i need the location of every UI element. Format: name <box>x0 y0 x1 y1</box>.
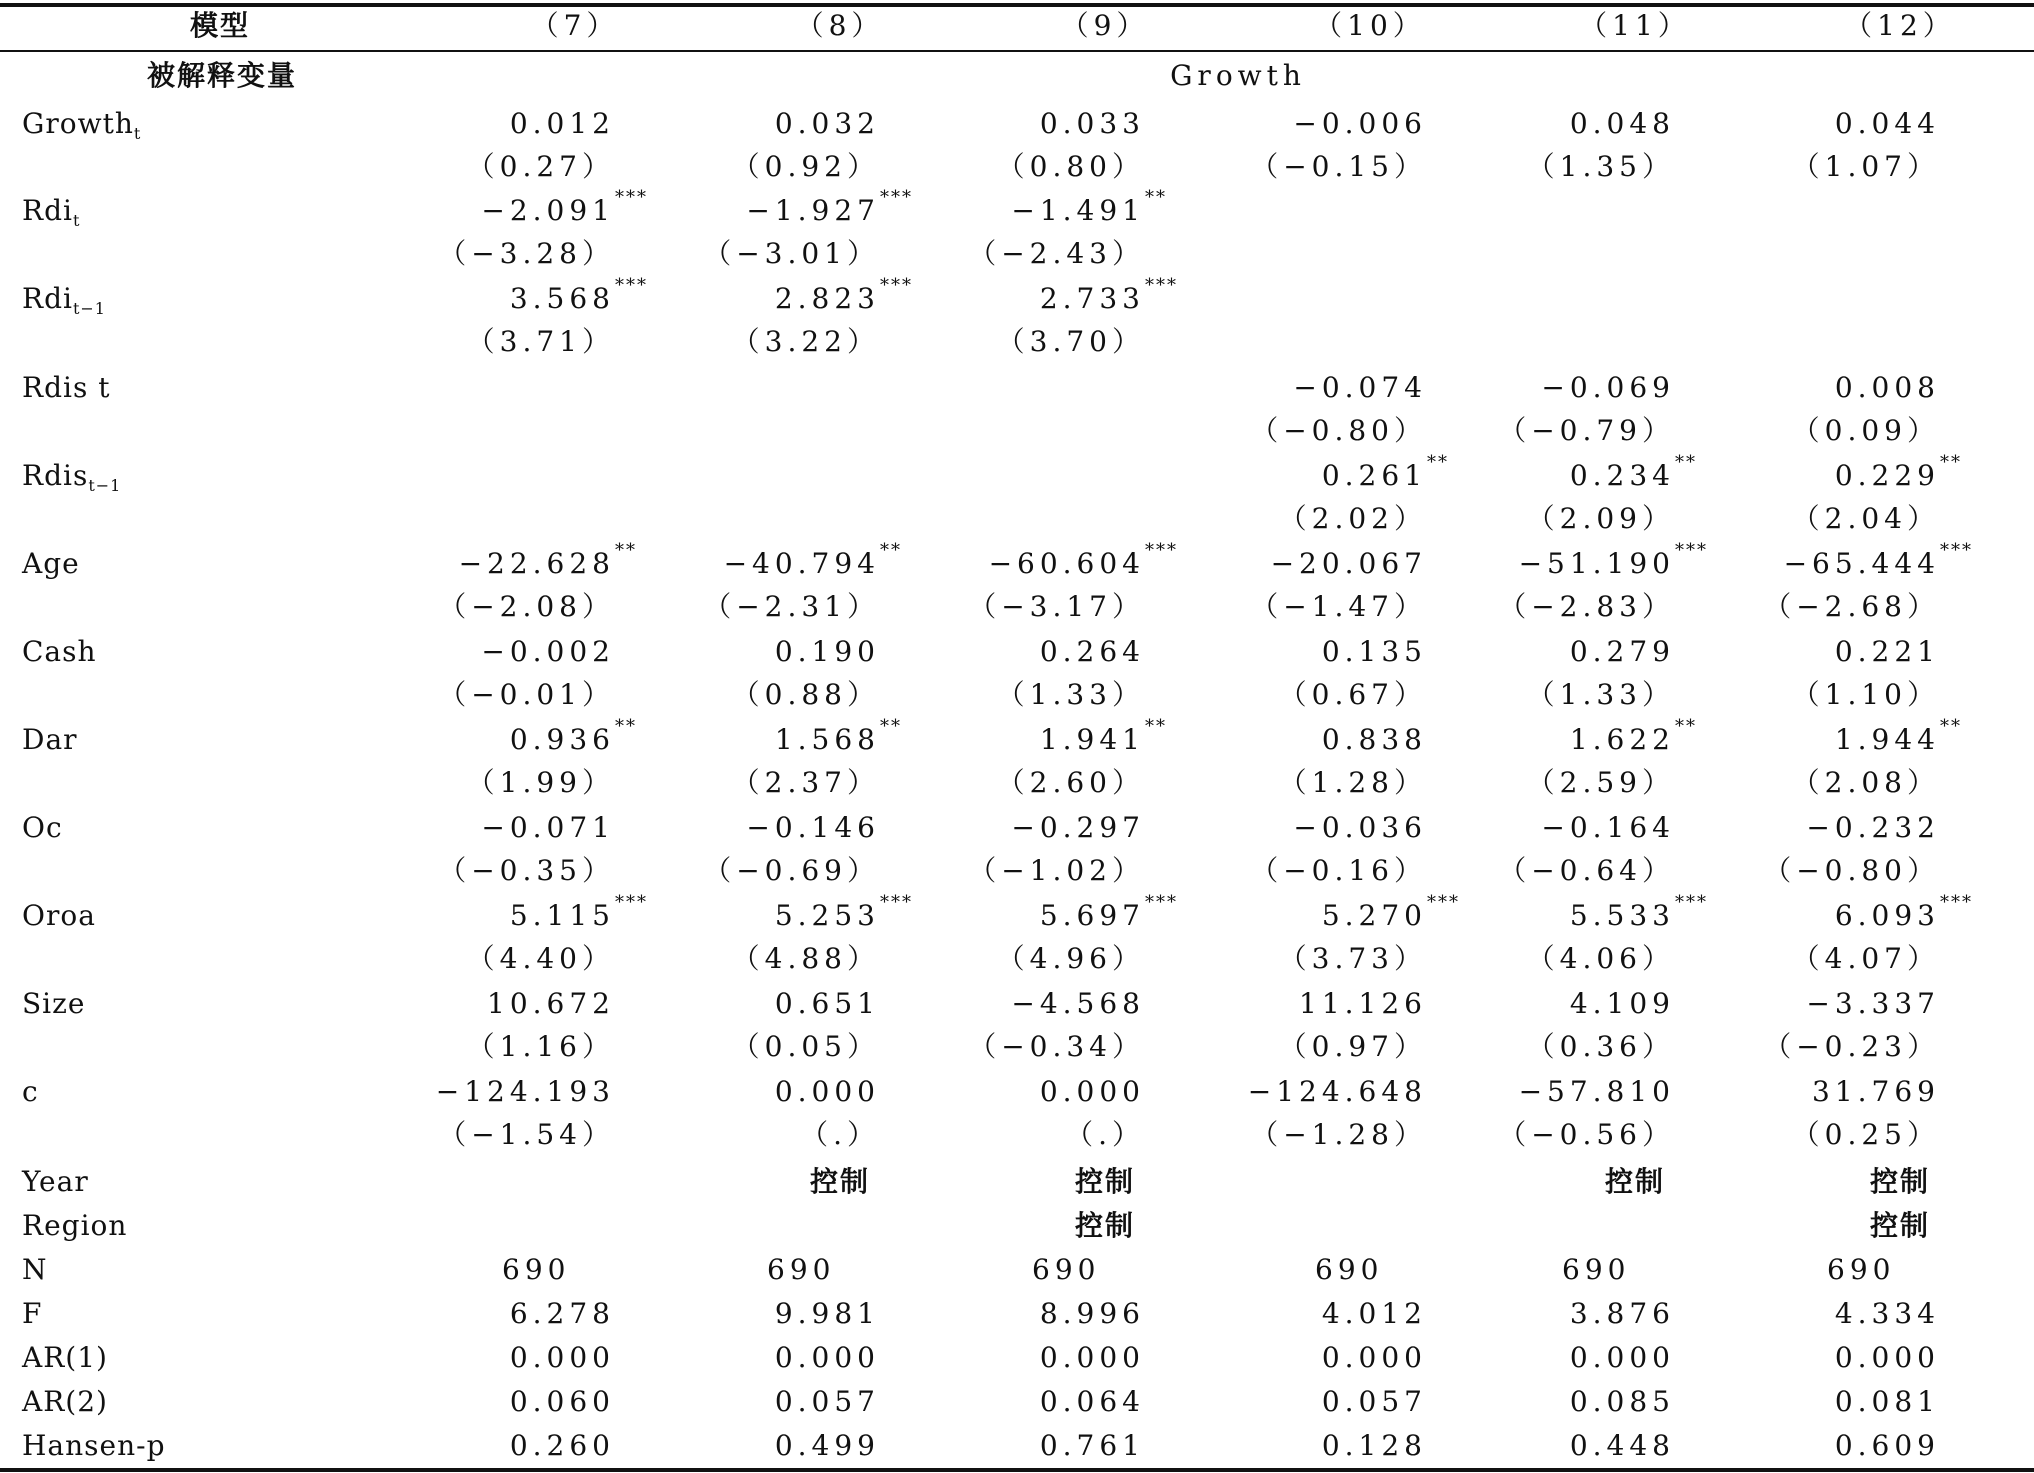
stat-value: 0.000 <box>1569 1341 1675 1374</box>
t-statistic: （0.67） <box>1278 678 1427 711</box>
t-statistic: （2.37） <box>731 766 880 799</box>
coefficient-value: −0.069 <box>1541 371 1675 404</box>
row-label <box>22 1075 39 1108</box>
coefficient <box>774 892 913 932</box>
column-header: （8） <box>795 9 885 42</box>
coefficient <box>1541 811 1675 844</box>
stat-value: 0.060 <box>509 1385 615 1418</box>
bottom-rule <box>0 1468 2034 1472</box>
t-statistic: （−2.68） <box>1763 590 1940 623</box>
t-statistic: （0.27） <box>466 150 615 183</box>
significance-stars: *** <box>615 187 648 208</box>
column-header: （12） <box>1844 9 1956 42</box>
significance-stars: ** <box>1675 452 1697 473</box>
significance-stars: ** <box>615 716 637 737</box>
coefficient-value: −0.006 <box>1293 107 1427 140</box>
significance-stars: *** <box>615 275 648 296</box>
t-statistic: （−1.54） <box>438 1118 615 1151</box>
significance-stars: ** <box>1427 452 1449 473</box>
significance-stars: *** <box>1940 540 1973 561</box>
significance-stars: ** <box>615 540 637 561</box>
t-statistic: （−0.35） <box>438 854 615 887</box>
coefficient-value: 10.672 <box>487 987 615 1020</box>
t-statistic: （0.36） <box>1526 1030 1675 1063</box>
coefficient <box>1039 892 1178 932</box>
control-indicator: 控制 <box>1074 1165 1136 1198</box>
stat-label: AR(2) <box>22 1385 108 1418</box>
coefficient-value: −124.193 <box>435 1075 615 1108</box>
coefficient <box>1011 811 1145 844</box>
coefficient <box>1569 635 1675 668</box>
t-statistic: （0.88） <box>731 678 880 711</box>
coefficient-value: 0.190 <box>774 635 880 668</box>
variable-name: Rdi <box>22 194 73 227</box>
control-indicator: 控制 <box>1604 1165 1666 1198</box>
coefficient-value: 1.622 <box>1569 723 1675 756</box>
coefficient <box>1541 371 1675 404</box>
t-statistic: （2.08） <box>1791 766 1940 799</box>
coefficient-value: −60.604 <box>988 547 1145 580</box>
coefficient <box>1039 1075 1145 1108</box>
n-value: 690 <box>767 1253 836 1286</box>
coefficient-value: −22.628 <box>458 547 615 580</box>
t-statistic: （2.60） <box>996 766 1145 799</box>
variable-name: Cash <box>22 635 97 668</box>
model-header: 模型 <box>189 9 251 42</box>
coefficient-value: −0.036 <box>1293 811 1427 844</box>
stat-label: F <box>22 1297 43 1330</box>
stat-value: 9.981 <box>774 1297 880 1330</box>
significance-stars: *** <box>1675 892 1708 913</box>
stat-value: 0.609 <box>1834 1429 1940 1462</box>
coefficient-value: −2.091 <box>481 194 615 227</box>
t-statistic: （0.09） <box>1791 414 1940 447</box>
t-statistic: （0.25） <box>1791 1118 1940 1151</box>
t-statistic: （−0.79） <box>1498 414 1675 447</box>
coefficient-value: 0.032 <box>774 107 880 140</box>
t-statistic: （0.92） <box>731 150 880 183</box>
t-statistic: （−0.01） <box>438 678 615 711</box>
row-label <box>22 899 96 932</box>
coefficient <box>774 107 880 140</box>
significance-stars: ** <box>1145 187 1167 208</box>
t-statistic: （−1.02） <box>968 854 1145 887</box>
t-statistic: （2.59） <box>1526 766 1675 799</box>
variable-subscript: t−1 <box>88 476 122 495</box>
coefficient-value: 5.270 <box>1321 899 1427 932</box>
coefficient <box>1783 540 1973 580</box>
column-header: （7） <box>530 9 620 42</box>
t-statistic: （−0.23） <box>1763 1030 1940 1063</box>
coefficient <box>1321 635 1427 668</box>
control-label: Year <box>22 1165 89 1198</box>
n-value: 690 <box>1032 1253 1101 1286</box>
row-label <box>22 371 111 404</box>
row-label <box>22 811 63 844</box>
coefficient <box>1812 1075 1940 1108</box>
coefficient <box>1834 892 1973 932</box>
coefficient <box>1806 987 1940 1020</box>
coefficient-value: 0.261 <box>1321 459 1427 492</box>
row-label <box>22 459 122 495</box>
t-statistic: （1.35） <box>1526 150 1675 183</box>
coefficient <box>458 540 637 580</box>
significance-stars: *** <box>615 892 648 913</box>
coefficient-value: 5.115 <box>509 899 615 932</box>
coefficient <box>1834 107 1940 140</box>
coefficient <box>1039 275 1178 315</box>
variable-subscript: t <box>133 124 142 143</box>
variable-name: Rdis t <box>22 371 111 404</box>
significance-stars: *** <box>1675 540 1708 561</box>
coefficient-value: −57.810 <box>1518 1075 1675 1108</box>
coefficient <box>988 540 1178 580</box>
stat-value: 0.085 <box>1569 1385 1675 1418</box>
coefficient <box>435 1075 615 1108</box>
stat-value: 0.064 <box>1039 1385 1145 1418</box>
row-label <box>22 987 86 1020</box>
coefficient-value: −124.648 <box>1247 1075 1427 1108</box>
coefficient <box>1569 452 1697 492</box>
coefficient-value: 0.135 <box>1321 635 1427 668</box>
row-label <box>22 194 81 230</box>
coefficient <box>1293 107 1427 140</box>
coefficient <box>1270 547 1427 580</box>
coefficient-value: −4.568 <box>1011 987 1145 1020</box>
coefficient-value: −0.146 <box>746 811 880 844</box>
coefficient-value: −20.067 <box>1270 547 1427 580</box>
significance-stars: ** <box>1940 452 1962 473</box>
dependent-variable-value: Growth <box>1170 59 1306 92</box>
coefficient <box>1806 811 1940 844</box>
coefficient-value: 0.229 <box>1834 459 1940 492</box>
stat-value: 6.278 <box>509 1297 615 1330</box>
coefficient-value: 0.221 <box>1834 635 1940 668</box>
coefficient <box>774 275 913 315</box>
t-statistic: （−3.17） <box>968 590 1145 623</box>
top-rule <box>0 3 2034 7</box>
coefficient-value: −0.164 <box>1541 811 1675 844</box>
coefficient-value: −3.337 <box>1806 987 1940 1020</box>
n-value: 690 <box>1562 1253 1631 1286</box>
t-statistic: （1.33） <box>996 678 1145 711</box>
significance-stars: *** <box>1145 540 1178 561</box>
coefficient <box>1569 892 1708 932</box>
stat-label: AR(1) <box>22 1341 108 1374</box>
t-statistic: （1.33） <box>1526 678 1675 711</box>
coefficient-value: 0.000 <box>1039 1075 1145 1108</box>
stat-value: 4.012 <box>1321 1297 1427 1330</box>
significance-stars: *** <box>880 892 913 913</box>
control-indicator: 控制 <box>1869 1165 1931 1198</box>
coefficient <box>1247 1075 1427 1108</box>
coefficient <box>1039 635 1145 668</box>
coefficient-value: 6.093 <box>1834 899 1940 932</box>
coefficient-value: 0.048 <box>1569 107 1675 140</box>
coefficient <box>1299 987 1427 1020</box>
t-statistic: （−0.56） <box>1498 1118 1675 1151</box>
coefficient <box>1518 540 1708 580</box>
coefficient <box>509 716 637 756</box>
significance-stars: *** <box>1145 892 1178 913</box>
t-statistic: （−0.15） <box>1250 150 1427 183</box>
variable-name: Age <box>22 547 80 580</box>
control-indicator: 控制 <box>1074 1209 1136 1242</box>
coefficient-value: 0.279 <box>1569 635 1675 668</box>
t-statistic: （1.16） <box>466 1030 615 1063</box>
stat-value: 8.996 <box>1039 1297 1145 1330</box>
t-statistic: （4.06） <box>1526 942 1675 975</box>
coefficient <box>1569 716 1697 756</box>
t-statistic: （−2.43） <box>968 237 1145 270</box>
coefficient-value: −0.297 <box>1011 811 1145 844</box>
coefficient-value: 0.044 <box>1834 107 1940 140</box>
significance-stars: *** <box>880 187 913 208</box>
stat-value: 0.761 <box>1039 1429 1145 1462</box>
coefficient-value: 1.944 <box>1834 723 1940 756</box>
row-label <box>22 282 106 318</box>
coefficient-value: −51.190 <box>1518 547 1675 580</box>
stat-value: 0.499 <box>774 1429 880 1462</box>
coefficient-value: 5.533 <box>1569 899 1675 932</box>
coefficient <box>509 275 648 315</box>
variable-name: Dar <box>22 723 78 756</box>
t-statistic: （−1.47） <box>1250 590 1427 623</box>
coefficient-value: 31.769 <box>1812 1075 1940 1108</box>
coefficient-value: 0.264 <box>1039 635 1145 668</box>
coefficient-value: 0.838 <box>1321 723 1427 756</box>
t-statistic: （−3.01） <box>703 237 880 270</box>
coefficient <box>481 187 648 227</box>
stat-value: 0.260 <box>509 1429 615 1462</box>
t-statistic: （4.88） <box>731 942 880 975</box>
coefficient-value: 0.651 <box>774 987 880 1020</box>
coefficient <box>774 1075 880 1108</box>
coefficient-value: 1.941 <box>1039 723 1145 756</box>
t-statistic: （−2.08） <box>438 590 615 623</box>
coefficient-value: −0.071 <box>481 811 615 844</box>
coefficient-value: 0.234 <box>1569 459 1675 492</box>
column-header: （9） <box>1060 9 1150 42</box>
coefficient <box>1039 107 1145 140</box>
coefficient <box>746 811 880 844</box>
t-statistic: （−3.28） <box>438 237 615 270</box>
coefficient <box>1518 1075 1675 1108</box>
coefficient <box>1321 892 1460 932</box>
t-statistic: （3.70） <box>996 325 1145 358</box>
t-statistic: （.） <box>800 1118 880 1151</box>
coefficient <box>723 540 902 580</box>
stat-label: Hansen-p <box>22 1429 166 1462</box>
coefficient-value: 0.012 <box>509 107 615 140</box>
t-statistic: （−0.34） <box>968 1030 1145 1063</box>
stat-value: 0.057 <box>774 1385 880 1418</box>
t-statistic: （.） <box>1065 1118 1145 1151</box>
significance-stars: *** <box>1427 892 1460 913</box>
stat-value: 0.000 <box>1834 1341 1940 1374</box>
coefficient-value: 0.033 <box>1039 107 1145 140</box>
significance-stars: ** <box>880 716 902 737</box>
t-statistic: （0.97） <box>1278 1030 1427 1063</box>
t-statistic: （−2.31） <box>703 590 880 623</box>
row-label <box>22 107 142 143</box>
coefficient <box>1039 716 1167 756</box>
coefficient <box>774 987 880 1020</box>
variable-name: Oroa <box>22 899 96 932</box>
t-statistic: （−0.80） <box>1763 854 1940 887</box>
coefficient <box>1011 987 1145 1020</box>
control-indicator: 控制 <box>1869 1209 1931 1242</box>
t-statistic: （−0.80） <box>1250 414 1427 447</box>
t-statistic: （1.07） <box>1791 150 1940 183</box>
coefficient-value: 0.936 <box>509 723 615 756</box>
coefficient-value: 2.823 <box>774 282 880 315</box>
coefficient-value: −0.232 <box>1806 811 1940 844</box>
coefficient-value: 0.000 <box>774 1075 880 1108</box>
variable-name: Size <box>22 987 86 1020</box>
coefficient <box>1834 371 1940 404</box>
row-label <box>22 723 78 756</box>
coefficient-value: 1.568 <box>774 723 880 756</box>
stat-value: 0.000 <box>1321 1341 1427 1374</box>
coefficient <box>481 635 615 668</box>
t-statistic: （−2.83） <box>1498 590 1675 623</box>
variable-subscript: t−1 <box>72 299 106 318</box>
t-statistic: （3.22） <box>731 325 880 358</box>
n-label: N <box>22 1253 48 1286</box>
coefficient-value: 11.126 <box>1299 987 1427 1020</box>
variable-subscript: t <box>72 211 81 230</box>
t-statistic: （4.07） <box>1791 942 1940 975</box>
stat-value: 0.000 <box>774 1341 880 1374</box>
coefficient <box>774 716 902 756</box>
t-statistic: （−0.69） <box>703 854 880 887</box>
t-statistic: （2.04） <box>1791 502 1940 535</box>
coefficient <box>481 811 615 844</box>
header-rule <box>0 50 2034 52</box>
t-statistic: （−1.28） <box>1250 1118 1427 1151</box>
coefficient <box>1834 716 1962 756</box>
significance-stars: *** <box>1145 275 1178 296</box>
stat-value: 0.000 <box>509 1341 615 1374</box>
control-label: Region <box>22 1209 128 1242</box>
control-indicator: 控制 <box>809 1165 871 1198</box>
stat-value: 0.448 <box>1569 1429 1675 1462</box>
t-statistic: （4.40） <box>466 942 615 975</box>
column-header: （10） <box>1314 9 1426 42</box>
coefficient <box>1011 187 1167 227</box>
t-statistic: （2.09） <box>1526 502 1675 535</box>
significance-stars: ** <box>880 540 902 561</box>
coefficient-value: −40.794 <box>723 547 880 580</box>
t-statistic: （0.80） <box>996 150 1145 183</box>
t-statistic: （1.10） <box>1791 678 1940 711</box>
stat-value: 0.057 <box>1321 1385 1427 1418</box>
significance-stars: ** <box>1940 716 1962 737</box>
coefficient <box>509 892 648 932</box>
coefficient <box>1293 811 1427 844</box>
significance-stars: ** <box>1145 716 1167 737</box>
coefficient-value: 5.697 <box>1039 899 1145 932</box>
coefficient-value: −0.002 <box>481 635 615 668</box>
coefficient <box>774 635 880 668</box>
coefficient <box>1321 723 1427 756</box>
coefficient-value: 2.733 <box>1039 282 1145 315</box>
row-label <box>22 635 97 668</box>
coefficient <box>1569 107 1675 140</box>
t-statistic: （−0.64） <box>1498 854 1675 887</box>
t-statistic: （1.28） <box>1278 766 1427 799</box>
coefficient <box>746 187 913 227</box>
stat-value: 0.081 <box>1834 1385 1940 1418</box>
coefficient-value: 0.008 <box>1834 371 1940 404</box>
t-statistic: （−0.16） <box>1250 854 1427 887</box>
coefficient <box>1569 987 1675 1020</box>
n-value: 690 <box>502 1253 571 1286</box>
coefficient <box>1834 452 1962 492</box>
coefficient-value: 5.253 <box>774 899 880 932</box>
t-statistic: （3.71） <box>466 325 615 358</box>
t-statistic: （2.02） <box>1278 502 1427 535</box>
stat-value: 0.128 <box>1321 1429 1427 1462</box>
t-statistic: （3.73） <box>1278 942 1427 975</box>
stat-value: 4.334 <box>1834 1297 1940 1330</box>
significance-stars: *** <box>1940 892 1973 913</box>
column-header: （11） <box>1579 9 1691 42</box>
variable-name: Rdi <box>22 282 73 315</box>
coefficient <box>1293 371 1427 404</box>
variable-name: Oc <box>22 811 63 844</box>
t-statistic: （1.99） <box>466 766 615 799</box>
t-statistic: （0.05） <box>731 1030 880 1063</box>
significance-stars: ** <box>1675 716 1697 737</box>
stat-value: 3.876 <box>1569 1297 1675 1330</box>
significance-stars: *** <box>880 275 913 296</box>
variable-name: Growth <box>22 107 134 140</box>
coefficient-value: −65.444 <box>1783 547 1940 580</box>
coefficient-value: −0.074 <box>1293 371 1427 404</box>
row-label <box>22 547 80 580</box>
coefficient <box>487 987 615 1020</box>
coefficient <box>509 107 615 140</box>
variable-name: Rdis <box>22 459 89 492</box>
t-statistic: （4.96） <box>996 942 1145 975</box>
coefficient-value: 4.109 <box>1569 987 1675 1020</box>
coefficient <box>1321 452 1449 492</box>
coefficient-value: −1.491 <box>1011 194 1145 227</box>
coefficient-value: 3.568 <box>509 282 615 315</box>
n-value: 690 <box>1827 1253 1896 1286</box>
coefficient-value: −1.927 <box>746 194 880 227</box>
coefficient <box>1834 635 1940 668</box>
n-value: 690 <box>1315 1253 1384 1286</box>
dependent-variable-label: 被解释变量 <box>146 59 298 92</box>
stat-value: 0.000 <box>1039 1341 1145 1374</box>
variable-name: c <box>22 1075 39 1108</box>
